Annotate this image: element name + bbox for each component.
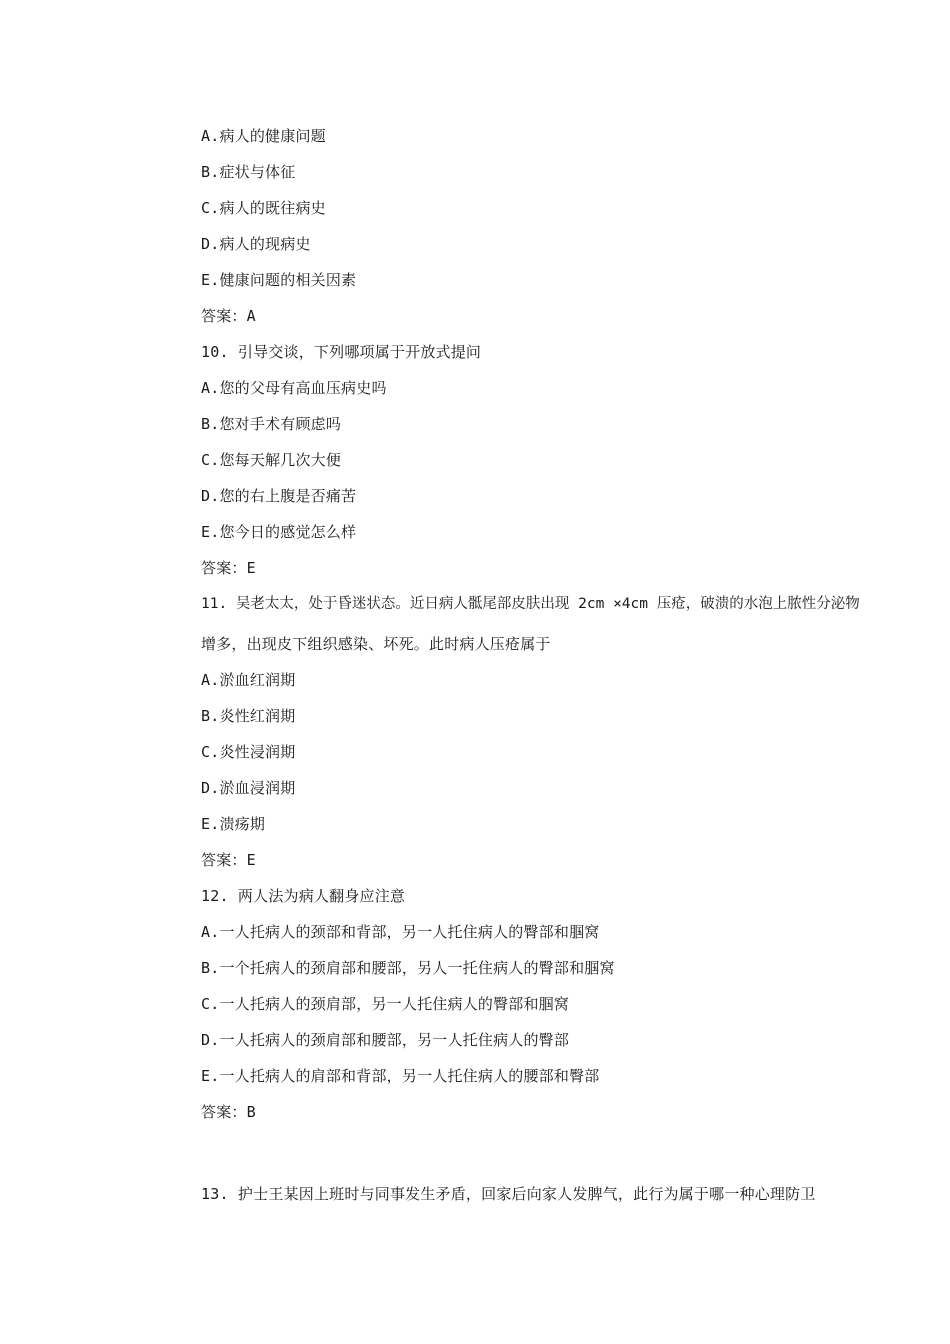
- q10-option-c: C.您每天解几次大便: [201, 451, 342, 469]
- q11-option-d: D.淤血浸润期: [201, 779, 296, 797]
- q11-stem-line1: 11. 吴老太太，处于昏迷状态。近日病人骶尾部皮肤出现 2cm ×4cm 压疮，破溃的水泡上脓性分泌物: [201, 596, 860, 612]
- q12-answer: 答案：B: [201, 1103, 256, 1121]
- q11-stem-line2: 增多，出现皮下组织感染、坏死。此时病人压疮属于: [201, 635, 551, 653]
- q11-option-c: C.炎性浸润期: [201, 743, 296, 761]
- q9-option-e: E.健康问题的相关因素: [201, 271, 357, 289]
- q12-option-e: E.一人托病人的肩部和背部，另一人托住病人的腰部和臀部: [201, 1067, 600, 1085]
- q10-answer: 答案：E: [201, 559, 256, 577]
- q12-option-b: B.一个托病人的颈肩部和腰部，另人一托住病人的臀部和腘窝: [201, 959, 615, 977]
- q12-option-d: D.一人托病人的颈肩部和腰部，另一人托住病人的臀部: [201, 1031, 570, 1049]
- q9-option-a: A.病人的健康问题: [201, 127, 326, 145]
- q10-option-d: D.您的右上腹是否痛苦: [201, 487, 357, 505]
- q12-option-a: A.一人托病人的颈部和背部，另一人托住病人的臀部和腘窝: [201, 923, 600, 941]
- q9-answer: 答案：A: [201, 307, 256, 325]
- q13-stem: 13. 护士王某因上班时与同事发生矛盾，回家后向家人发脾气，此行为属于哪一种心理防卫: [201, 1185, 816, 1203]
- q9-option-d: D.病人的现病史: [201, 235, 311, 253]
- q10-option-b: B.您对手术有顾虑吗: [201, 415, 342, 433]
- q10-stem: 10. 引导交谈，下列哪项属于开放式提问: [201, 343, 482, 361]
- q12-option-c: C.一人托病人的颈肩部，另一人托住病人的臀部和腘窝: [201, 995, 570, 1013]
- q11-answer: 答案：E: [201, 851, 256, 869]
- q9-option-b: B.症状与体征: [201, 163, 296, 181]
- q10-option-e: E.您今日的感觉怎么样: [201, 523, 357, 541]
- q10-option-a: A.您的父母有高血压病史吗: [201, 379, 387, 397]
- q11-option-a: A.淤血红润期: [201, 671, 296, 689]
- q11-option-e: E.溃疡期: [201, 815, 266, 833]
- q11-option-b: B.炎性红润期: [201, 707, 296, 725]
- q9-option-c: C.病人的既往病史: [201, 199, 326, 217]
- q12-stem: 12. 两人法为病人翻身应注意: [201, 887, 406, 905]
